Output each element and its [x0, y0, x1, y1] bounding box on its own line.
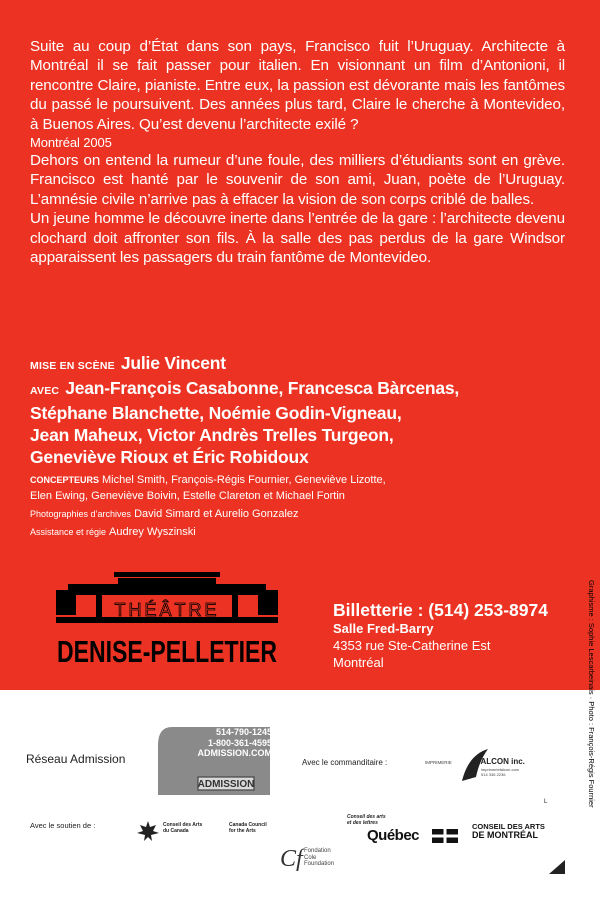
soutien-label: Avec le soutien de :: [30, 821, 96, 830]
falcon-name: FALCON inc.: [476, 757, 525, 766]
calq-line-1: Conseil des arts: [347, 814, 386, 820]
assist-label: Assistance et régie: [30, 527, 107, 537]
synopsis: [30, 37, 565, 267]
commanditaire-label: Avec le commanditaire :: [302, 758, 388, 767]
cac-french-2: du Canada: [163, 828, 189, 834]
decorative-mark-icon: [549, 860, 565, 874]
concepteurs-line-1: Michel Smith, François-Régis Fournier, Geneviève Lizotte,: [102, 474, 386, 486]
cam-line-2: DE MONTRÉAL: [472, 830, 538, 840]
cole-line-2: Cole: [304, 854, 317, 861]
cast-line: Stéphane Blanchette, Noémie Godin-Vigneau,: [30, 403, 402, 423]
synopsis-subhead: Montréal 2005: [30, 135, 112, 151]
cole-line-3: Foundation: [304, 861, 335, 867]
cole-foundation-icon: [278, 842, 304, 876]
salle-name: Salle Fred-Barry: [333, 621, 434, 636]
cac-french: [163, 822, 202, 834]
falcon-contact: [481, 767, 519, 777]
photos-names: David Simard et Aurelio Gonzalez: [134, 508, 299, 520]
calq-label: [347, 814, 386, 826]
credit-avec: [30, 377, 575, 402]
salle-address: 4353 rue Ste-Catherine Est: [333, 638, 491, 653]
synopsis-paragraph-3: Un jeune homme le découvre inerte dans l’entrée de la gare : l’architecte devenu clochard doit affronter son fils. À la salle des pas perdus de la gare Windsor apparaissent les passagers du train fantôme de Montevideo.: [30, 210, 565, 267]
billetterie-block: [333, 600, 548, 671]
reseau-admission-label: Réseau Admission: [26, 752, 126, 766]
falcon-phone: 514 336 2236: [481, 772, 506, 777]
mise-label: MISE EN SCÈNE: [30, 360, 115, 372]
photos-label: Photographies d’archives: [30, 509, 132, 519]
credit-photographies: [30, 506, 575, 522]
quebec-flag-icon: [432, 829, 458, 843]
admission-contact: [186, 727, 272, 759]
theatre-denise-pelletier-logo: [56, 572, 278, 676]
graphic-credit-vertical: [584, 580, 598, 870]
avec-label: AVEC: [30, 385, 60, 397]
billetterie-phone: Billetterie : (514) 253-8974: [333, 600, 548, 620]
imprimerie-label: IMPRIMERIE: [425, 760, 452, 765]
cast-line: Geneviève Rioux et Éric Robidoux: [30, 447, 309, 467]
cole-line-1: Fondation: [304, 848, 331, 854]
svg-text:Cf: Cf: [280, 846, 303, 872]
cast-line: Jean-François Casabonne, Francesca Bàrcenas,: [65, 378, 460, 398]
quebec-wordmark: Québec: [367, 827, 420, 844]
admission-logo-word: ADMISSION: [197, 779, 255, 790]
graphic-credit-text: Graphisme : Sophie Lescarbeinais · Photo : François-Régis Fournier: [587, 580, 596, 808]
cac-english: [229, 822, 267, 834]
synopsis-paragraph-2: Dehors on entend la rumeur d’une foule, des milliers d’étudiants sont en grève. Francisco est hanté par le souvenir de son ami, Juan, poète de l’Uruguay. L’amnésie civile n’arrive pas à effacer la vision de son corps criblé de balles.: [30, 152, 565, 208]
credits: [30, 352, 575, 540]
salle-city: Montréal: [333, 655, 384, 670]
cam-logo: [472, 822, 545, 840]
credit-concepteurs: [30, 472, 575, 488]
cac-english-2: for the Arts: [229, 828, 256, 834]
cast-line: Jean Maheux, Victor Andrès Trelles Turgeon,: [30, 425, 394, 445]
calq-line-2: et des lettres: [347, 820, 378, 826]
corner-mark: L: [544, 799, 548, 805]
director-name: Julie Vincent: [120, 353, 226, 373]
falcon-website: imprimeriefalcon.com: [481, 767, 520, 772]
cole-foundation-text: [304, 848, 334, 868]
concepteurs-label: CONCEPTEURS: [30, 475, 100, 485]
admission-web: ADMISSION.COM: [197, 748, 272, 758]
theatre-word: THÉÂTRE: [114, 600, 220, 620]
admission-phone-1: 514-790-1245: [215, 727, 272, 737]
synopsis-paragraph-1: Suite au coup d’État dans son pays, Francisco fuit l’Uruguay. Architecte à Montréal il se fait passer pour italien. En visionnant un film d’Antonioni, il rencontre Claire, pianiste. Entre eux, la passion est dévorante mais les fantômes du passé le poursuivent. Des années plus tard, Claire le cherche à Montevideo, à Buenos Aires. Qu’est devenu l’architecte exilé ?: [30, 38, 565, 133]
credit-assistance: [30, 524, 575, 540]
assist-name: Audrey Wyszinski: [109, 526, 196, 538]
admission-phone-2: 1-800-361-4595: [207, 737, 272, 748]
canada-council-icon: [134, 820, 162, 842]
concepteurs-line-2: Elen Ewing, Geneviève Boivin, Estelle Clareton et Michael Fortin: [30, 490, 345, 502]
cam-line-1: CONSEIL DES ARTS: [472, 822, 545, 831]
credit-mise-en-scene: [30, 352, 575, 377]
cac-english-1: Canada Council: [229, 822, 267, 828]
denise-pelletier-word: DENISE-PELLETIER: [57, 634, 277, 669]
cac-french-1: Conseil des Arts: [163, 822, 203, 828]
